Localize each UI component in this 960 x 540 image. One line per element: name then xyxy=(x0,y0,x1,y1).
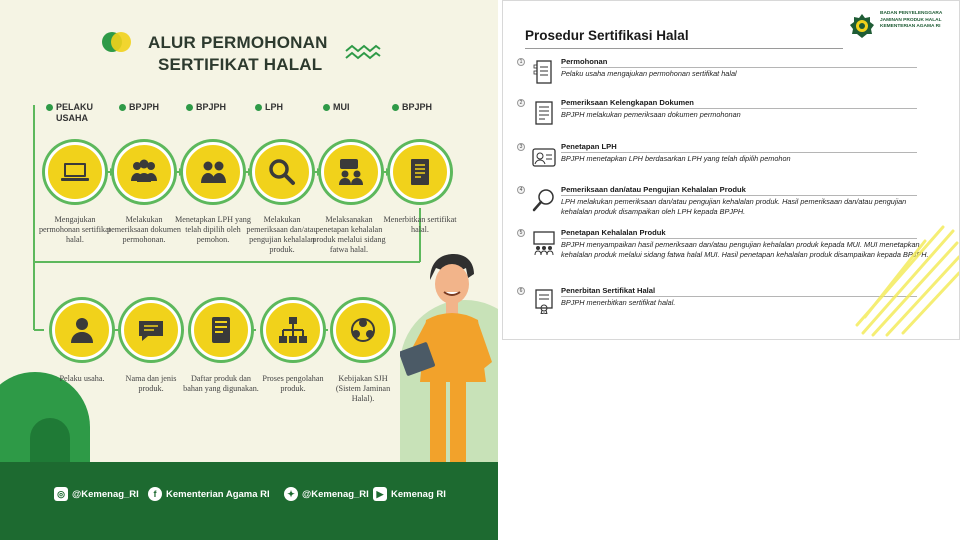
requirement-2-circle xyxy=(121,300,181,360)
step-divider xyxy=(561,108,917,109)
step-number: 5 xyxy=(517,229,525,237)
step-3-desc: Menetapkan LPH yang telah dipilih oleh pemohon. xyxy=(175,215,251,244)
facebook-icon: f xyxy=(148,487,162,501)
document-check-icon xyxy=(531,100,557,126)
social-youtube[interactable]: ▶ Kemenag RI xyxy=(373,487,446,501)
procedure-document xyxy=(502,0,960,340)
step-title: Pemeriksaan Kelengkapan Dokumen xyxy=(561,98,694,107)
certificate-icon xyxy=(403,155,437,189)
team-icon xyxy=(127,155,161,189)
actor-bpjph-3: BPJPH xyxy=(402,102,432,113)
actor-lph: LPH xyxy=(265,102,283,113)
step-4-desc: Melakukan pemeriksaan dan/atau pengujian kehalalan produk. xyxy=(246,215,318,254)
document-form-icon xyxy=(531,59,557,85)
agency-name: BADAN PENYELENGGARA JAMINAN PRODUK HALAL KEMENTERIAN AGAMA RI xyxy=(880,11,943,30)
certificate-icon xyxy=(531,288,557,314)
requirement-3-circle xyxy=(191,300,251,360)
step-description: BPJPH menetapkan LPH berdasarkan LPH yang telah dipilih pemohon xyxy=(561,154,791,163)
requirement-4-circle xyxy=(263,300,323,360)
kemenag-emblem-icon xyxy=(849,13,875,39)
step-title: Pemeriksaan dan/atau Pengujian Kehalalan Produk xyxy=(561,185,746,194)
step-divider xyxy=(561,195,917,196)
id-card-icon xyxy=(531,144,557,170)
step-number: 1 xyxy=(517,58,525,66)
requirement-3-desc: Daftar produk dan bahan yang digunakan. xyxy=(183,374,259,393)
step-description: BPJPH menerbitkan sertifikat halal. xyxy=(561,298,676,307)
step-2-circle xyxy=(114,142,174,202)
man-with-tablet-illustration xyxy=(400,250,496,482)
magnifier-icon xyxy=(531,187,557,213)
actor-bpjph-2: BPJPH xyxy=(196,102,226,113)
step-number: 3 xyxy=(517,143,525,151)
step-divider xyxy=(561,152,917,153)
youtube-icon: ▶ xyxy=(373,487,387,501)
step-title: Permohonan xyxy=(561,57,608,66)
hierarchy-icon xyxy=(276,313,310,347)
requirement-4-desc: Proses pengolahan produk. xyxy=(262,374,324,393)
actor-bpjph-1: BPJPH xyxy=(129,102,159,113)
step-2-desc: Melakukan pemeriksaan dokumen permohonan. xyxy=(107,215,181,244)
magnifier-icon xyxy=(265,155,299,189)
person-icon xyxy=(65,313,99,347)
step-1-desc: Mengajukan permohonan sertifikat halal. xyxy=(38,215,112,244)
title-line-1: ALUR PERMOHONAN xyxy=(148,33,328,52)
step-title: Penetapan LPH xyxy=(561,142,617,151)
book-list-icon xyxy=(204,313,238,347)
footer-band xyxy=(0,462,498,540)
step-1-circle xyxy=(45,142,105,202)
title-divider xyxy=(525,48,843,49)
step-3-circle xyxy=(183,142,243,202)
step-6-circle xyxy=(390,142,450,202)
people-icon xyxy=(196,155,230,189)
step-6-desc: Menerbitkan sertifikat halal. xyxy=(383,215,457,234)
step-description: LPH melakukan pemeriksaan dan/atau pengujian kehalalan produk. Hasil pemeriksaan dan/atau pengujian kehalalan produk disampaikan oleh LPH kepada BPJPH. xyxy=(561,197,907,216)
step-divider xyxy=(561,67,917,68)
policy-network-icon xyxy=(346,313,380,347)
step-number: 2 xyxy=(517,99,525,107)
requirement-2-desc: Nama dan jenis produk. xyxy=(125,374,177,393)
meeting-icon xyxy=(334,155,368,189)
social-instagram[interactable]: ◎ @Kemenag_RI xyxy=(54,487,139,501)
yellow-brush-decoration xyxy=(843,221,960,339)
requirement-5-desc: Kebijakan SJH (Sistem Jaminan Halal). xyxy=(335,374,391,403)
requirement-5-circle xyxy=(333,300,393,360)
title-line-2: SERTIFIKAT HALAL xyxy=(158,55,323,74)
step-4-circle xyxy=(252,142,312,202)
step-number: 4 xyxy=(517,186,525,194)
step-description: BPJPH menyampaikan hasil pemeriksaan dan/atau pengujian kehalalan produk kepada MUI. MUI menetapkan kehalalan produk melalui sidang fatwa halal MUI. Hasil penetapan kehalalan produk disampaikan kepada BPJPH. xyxy=(561,240,929,259)
instagram-icon: ◎ xyxy=(54,487,68,501)
chat-bubble-icon xyxy=(134,313,168,347)
actor-pelaku-usaha: PELAKU USAHA xyxy=(56,102,104,124)
step-5-circle xyxy=(321,142,381,202)
requirement-1-circle xyxy=(52,300,112,360)
step-description: Pelaku usaha mengajukan permohonan sertifikat halal xyxy=(561,69,737,78)
twitter-icon: ✦ xyxy=(284,487,298,501)
laptop-icon xyxy=(58,155,92,189)
document-title: Prosedur Sertifikasi Halal xyxy=(525,28,689,43)
step-description: BPJPH melakukan pemeriksaan dokumen permohonan xyxy=(561,110,741,119)
requirement-1-desc: Pelaku usaha. xyxy=(59,374,105,383)
step-5-desc: Melaksanakan penetapan kehalalan produk melalui sidang fatwa halal. xyxy=(312,215,386,254)
step-number: 6 xyxy=(517,287,525,295)
social-twitter[interactable]: ✦ @Kemenag_RI xyxy=(284,487,369,501)
social-facebook[interactable]: f Kementerian Agama RI xyxy=(148,487,270,501)
actor-mui: MUI xyxy=(333,102,350,113)
step-title: Penerbitan Sertifikat Halal xyxy=(561,286,656,295)
step-title: Penetapan Kehalalan Produk xyxy=(561,228,666,237)
presentation-meeting-icon xyxy=(531,230,557,256)
